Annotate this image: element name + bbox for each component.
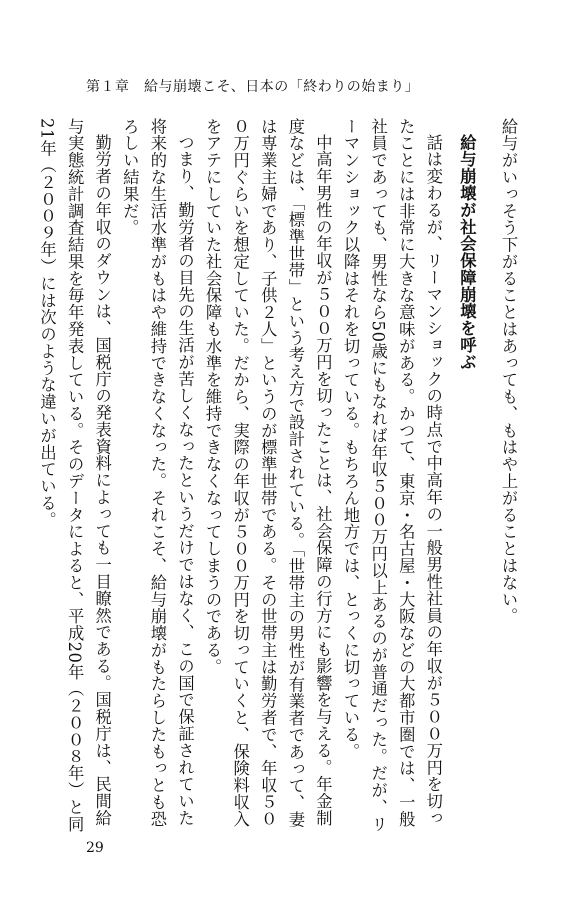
paragraph-3: つまり、勤労者の目先の生活が苦しくなったというだけではなく、この国で保証されていた将来的な生活水準がもはや維持できなくなった。それこそ、給与崩壊がもたらしたもっとも恐ろしい結果だ。: [120, 118, 195, 828]
page-number: 29: [86, 840, 104, 856]
paragraph-4: 勤労者の年収のダウンは、国税庁の発表資料によっても一目瞭然である。国税庁は、民間給与実態統計調査結果を毎年発表している。そのデータによると、平成20年（２００８年）と同21年（２００９年）には次のような違いが出ている。: [37, 118, 112, 833]
section-heading: 給与崩壊が社会保障崩壊を呼ぶ: [457, 134, 477, 371]
intro-paragraph: 給与がいっそう下がることはあっても、もはや上がることはない。: [499, 118, 518, 625]
paragraph-2: 中高年男性の年収が５００万円を切ったことは、社会保障の行方にも影響を与える。年金制度などは、「標準世帯」という考え方で設計されている。「世帯主の男性が有業者であって、妻は専業主婦であり、子供２人」というのが標準世帯である。その世帯主は勤労者で、年収５００万円ぐらいを想定していた。だから、実際の年収が５００万円を切っていくと、保険料収入をアテにしていた社会保障も水準を維持できなくなってしまうのである。: [203, 118, 333, 828]
paragraph-1: 話は変わるが、リーマンショックの時点で中高年の一般男性社員の年収が５００万円を切ったことには非常に大きな意味がある。かつて、東京・名古屋・大阪などの大都市圏では、一般社員であっても、男性なら50歳にもなれば年収５００万円以上あるのが普通だった。だが、リーマンショック以降はそれを切っている。もちろん地方では、とっくに切っている。: [341, 118, 443, 833]
body-text: [33, 118, 522, 840]
running-header: 第１章 給与崩壊こそ、日本の「終わりの始まり」: [86, 79, 420, 95]
